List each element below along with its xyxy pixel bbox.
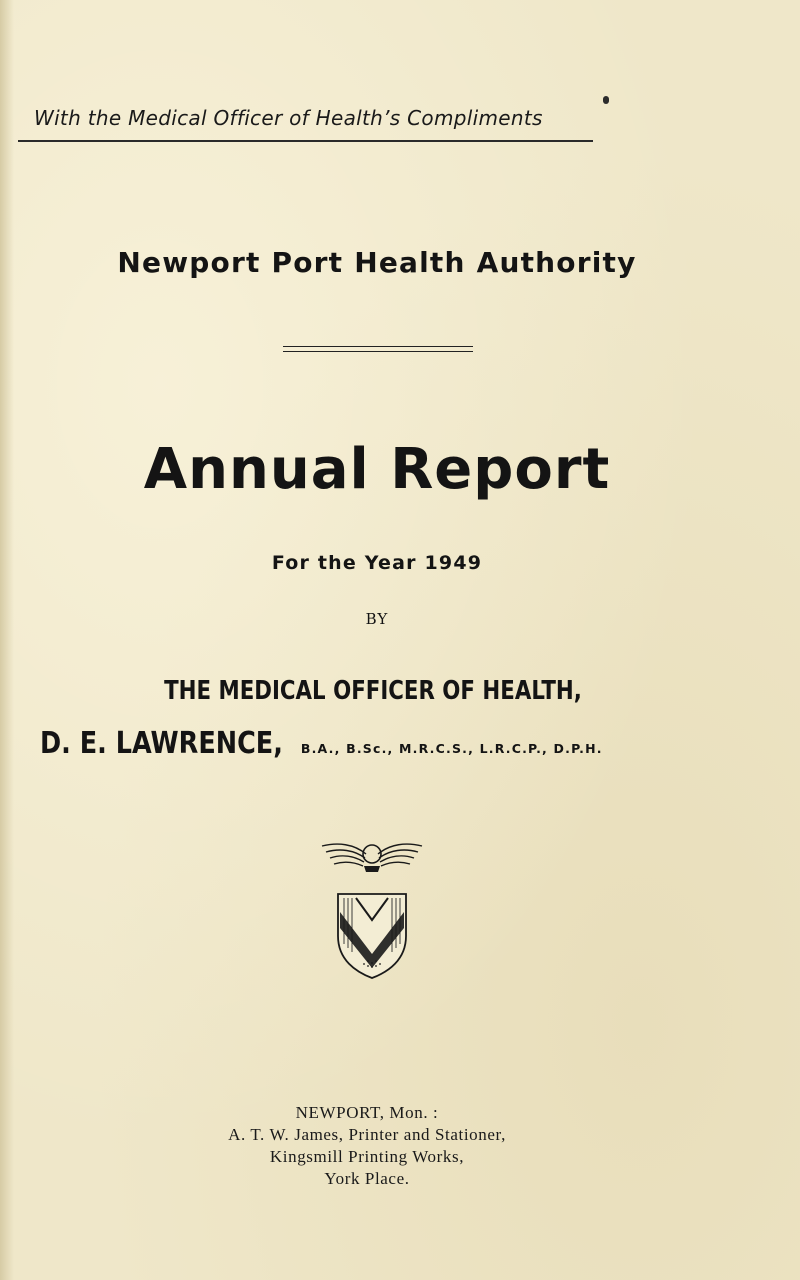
- printer-imprint: [0, 1102, 734, 1190]
- imprint-place: NEWPORT, Mon. :: [295, 1103, 439, 1122]
- double-rule-divider: [283, 346, 473, 352]
- page-edge-shadow: [0, 0, 14, 1280]
- ink-speck: [603, 96, 609, 104]
- imprint-address: York Place.: [324, 1169, 410, 1188]
- imprint-printer: A. T. W. James, Printer and Stationer,: [228, 1125, 506, 1144]
- authority-heading: Newport Port Health Authority: [117, 246, 637, 279]
- compliments-underline: [18, 140, 593, 142]
- compliments-line: With the Medical Officer of Health’s Compliments: [34, 106, 543, 130]
- report-year: For the Year 1949: [271, 552, 483, 574]
- report-title: Annual Report: [143, 437, 611, 502]
- officer-qualifications: B.A., B.Sc., M.R.C.S., L.R.C.P., D.P.H.: [300, 741, 603, 756]
- officer-name: D. E. LAWRENCE,: [40, 726, 283, 761]
- coat-of-arms-icon: [318, 836, 426, 982]
- officer-line: [40, 726, 780, 761]
- officer-title: THE MEDICAL OFFICER OF HEALTH,: [164, 676, 582, 706]
- imprint-works: Kingsmill Printing Works,: [269, 1147, 465, 1166]
- by-label: BY: [365, 610, 389, 628]
